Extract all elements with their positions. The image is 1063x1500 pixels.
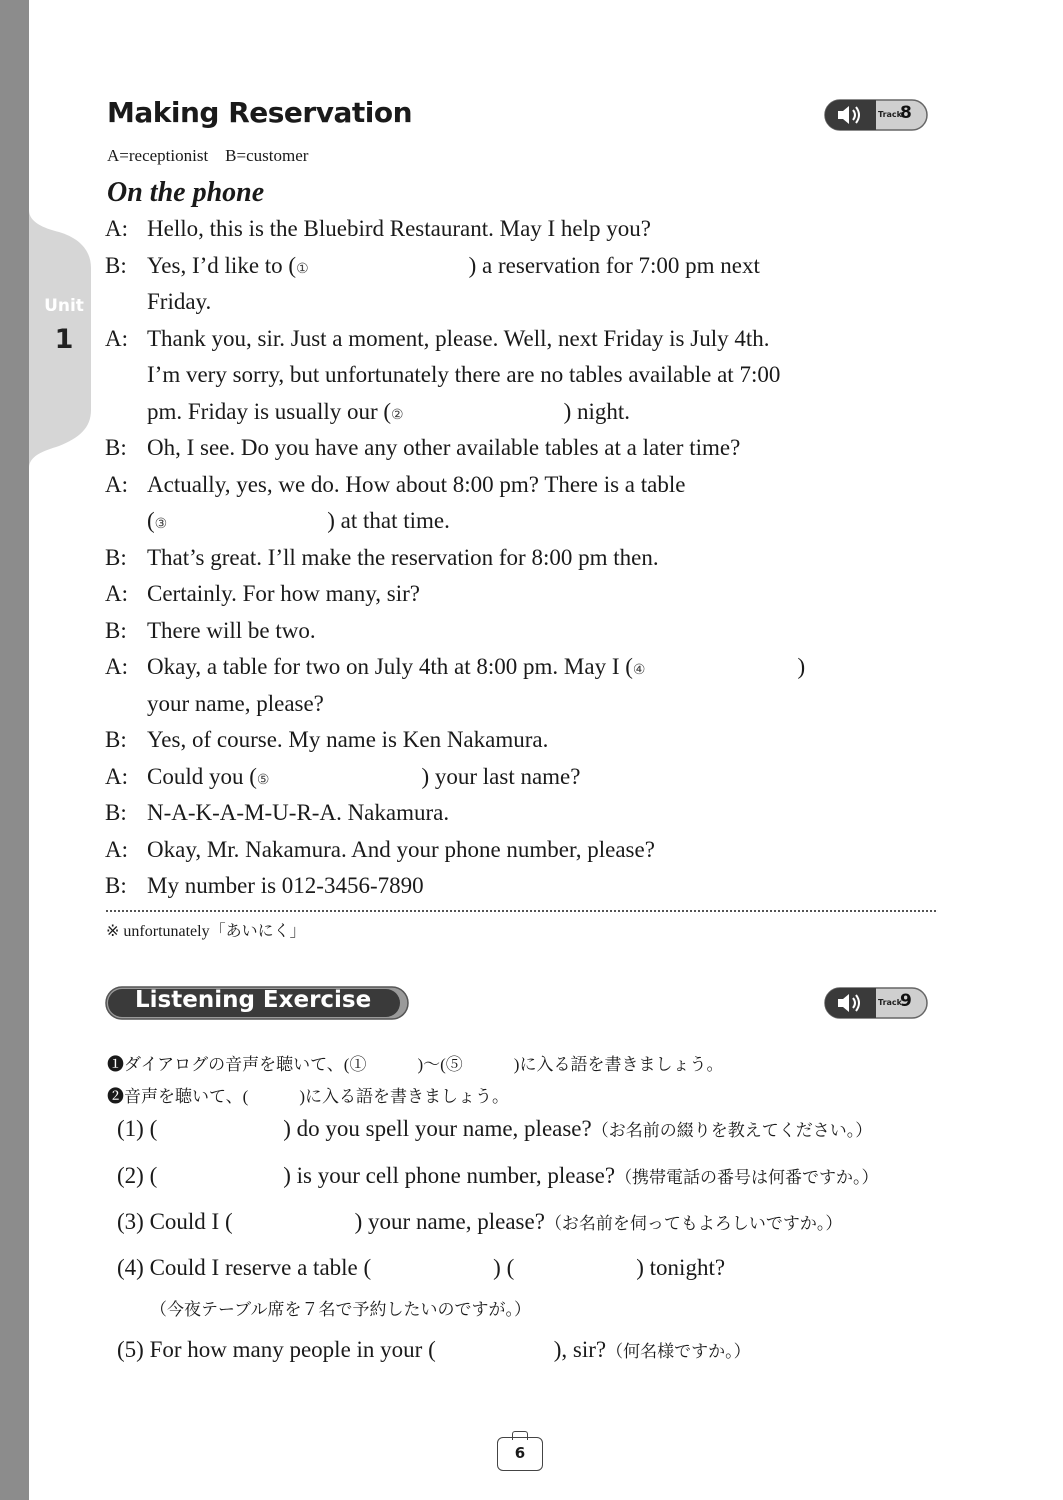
speaker: A: [105, 763, 128, 789]
question-1 [117, 1116, 872, 1142]
track-label: Track [878, 998, 902, 1007]
listening-exercise-banner [105, 986, 409, 1020]
question-translation: （携帯電話の番号は何番ですか。） [615, 1168, 879, 1187]
speaker: B: [105, 544, 127, 570]
line-text: Okay, a table for two on July 4th at 8:00 pm. May I ( [147, 654, 633, 679]
dialog-line [105, 795, 945, 832]
question-text: (4) Could I reserve a table ( [117, 1255, 372, 1280]
speaker: B: [105, 727, 127, 752]
line-text: I’m very sorry, but unfortunately there are no tables available at 7:00 [147, 362, 781, 387]
instruction-2: ❷音声を聴いて、( )に入る語を書きましょう。 [107, 1087, 509, 1106]
question-text: ) your name, please? [354, 1209, 545, 1234]
question-text: ) do you spell your name, please? [283, 1116, 592, 1141]
line-text: Hello, this is the Bluebird Restaurant. May I help you? [147, 216, 651, 241]
dialog-line [105, 248, 945, 285]
line-text: Oh, I see. Do you have any other available tables at a later time? [147, 435, 741, 460]
track-9-audio-button[interactable] [824, 987, 928, 1019]
speaker: A: [105, 216, 128, 241]
speaker-icon [824, 99, 928, 131]
dialog-line [105, 357, 945, 394]
dialog-line [105, 211, 945, 248]
dialog-line [105, 759, 945, 796]
blank-marker: ⑤ [256, 772, 270, 788]
instruction-1: ❶ダイアログの音声を聴いて、(① )～(⑤ )に入る語を書きましょう。 [107, 1055, 724, 1074]
speaker-icon [824, 987, 928, 1019]
unit-number: 1 [54, 324, 74, 355]
track-label: Track [878, 110, 902, 119]
line-text: pm. Friday is usually our ( [147, 398, 392, 424]
line-text: Friday. [147, 289, 212, 314]
dialog-line [105, 686, 945, 723]
question-5 [117, 1337, 751, 1363]
question-4-translation: （今夜テーブル席を７名で予約したいのですが。） [150, 1300, 531, 1319]
page-title: Making Reservation [107, 96, 413, 129]
speaker: A: [105, 471, 128, 497]
blank-marker: ② [391, 407, 404, 423]
question-translation: （何名様ですか。） [606, 1342, 751, 1361]
dialog-line [105, 321, 945, 358]
question-text: (2) ( [117, 1163, 158, 1188]
question-text: ) is your cell phone number, please? [283, 1163, 616, 1188]
dialog-line [105, 722, 945, 759]
speaker: A: [105, 836, 128, 862]
dialog-heading: On the phone [107, 177, 265, 208]
speaker: B: [105, 252, 127, 278]
line-text: My number is 012-3456-7890 [147, 873, 424, 898]
speaker: A: [105, 581, 128, 606]
question-text: (3) Could I ( [117, 1209, 233, 1234]
line-text: Certainly. For how many, sir? [147, 581, 420, 606]
track-number: 9 [900, 991, 912, 1011]
dialog-line [105, 394, 945, 431]
line-text: Yes, I’d like to ( [147, 252, 297, 278]
dialog-line [105, 467, 945, 504]
line-text: ) your last name? [421, 763, 581, 789]
line-text: ( [147, 508, 155, 533]
question-2 [117, 1163, 879, 1189]
blank-marker: ④ [632, 663, 646, 678]
question-4 [117, 1255, 725, 1281]
question-text: (5) For how many people in your ( [117, 1337, 436, 1362]
dialog-line [105, 832, 945, 869]
dialog-line [105, 503, 945, 540]
question-text: ) ( [493, 1255, 515, 1280]
question-3 [117, 1209, 842, 1235]
line-text: There will be two. [147, 617, 316, 643]
line-text: ) night. [563, 398, 631, 424]
dialog-line [105, 430, 945, 467]
question-translation: （お名前の綴りを教えてください。） [591, 1121, 873, 1140]
speaker: B: [105, 873, 127, 898]
line-text: Okay, Mr. Nakamura. And your phone number, please? [147, 836, 655, 862]
unit-label: Unit [44, 296, 84, 316]
track-8-audio-button[interactable] [824, 99, 928, 131]
question-translation: （お名前を伺ってもよろしいですか。） [544, 1214, 843, 1233]
speaker: B: [105, 435, 127, 460]
question-text: ) tonight? [636, 1255, 726, 1280]
line-text: ) at that time. [327, 508, 450, 533]
vocab-note: ※ unfortunately「あいにく」 [106, 923, 306, 940]
track-number: 8 [900, 103, 912, 123]
page-edge-bar [0, 0, 29, 1500]
exercise-title: Listening Exercise [135, 987, 372, 1013]
blank-marker: ① [296, 261, 309, 277]
dialog-line [105, 613, 945, 650]
line-text: That’s great. I’ll make the reservation for 8:00 pm then. [147, 544, 659, 570]
line-text: N-A-K-A-M-U-R-A. Nakamura. [147, 800, 450, 825]
line-text: your name, please? [147, 690, 324, 716]
blank-marker: ③ [154, 517, 168, 532]
line-text: Yes, of course. My name is Ken Nakamura. [147, 727, 549, 752]
dialog [105, 211, 945, 905]
dialog-line [105, 540, 945, 577]
line-text: Thank you, sir. Just a moment, please. Well, next Friday is July 4th. [147, 325, 770, 351]
page-number: 6 [514, 1444, 526, 1462]
question-text: ), sir? [553, 1337, 607, 1362]
dialog-line [105, 284, 945, 321]
speaker: A: [105, 654, 128, 679]
dialog-line [105, 649, 945, 686]
dialog-line [105, 576, 945, 613]
line-text: ) [797, 654, 806, 679]
speaker: B: [105, 800, 127, 825]
roles-legend: A=receptionist B=customer [107, 146, 309, 165]
speaker: A: [105, 325, 128, 351]
dotted-divider [106, 910, 936, 912]
line-text: ) a reservation for 7:00 pm next [468, 252, 760, 278]
line-text: Could you ( [147, 763, 257, 789]
line-text: Actually, yes, we do. How about 8:00 pm? There is a table [147, 471, 686, 497]
question-text: (1) ( [117, 1116, 158, 1141]
speaker: B: [105, 617, 127, 643]
dialog-line [105, 868, 945, 905]
